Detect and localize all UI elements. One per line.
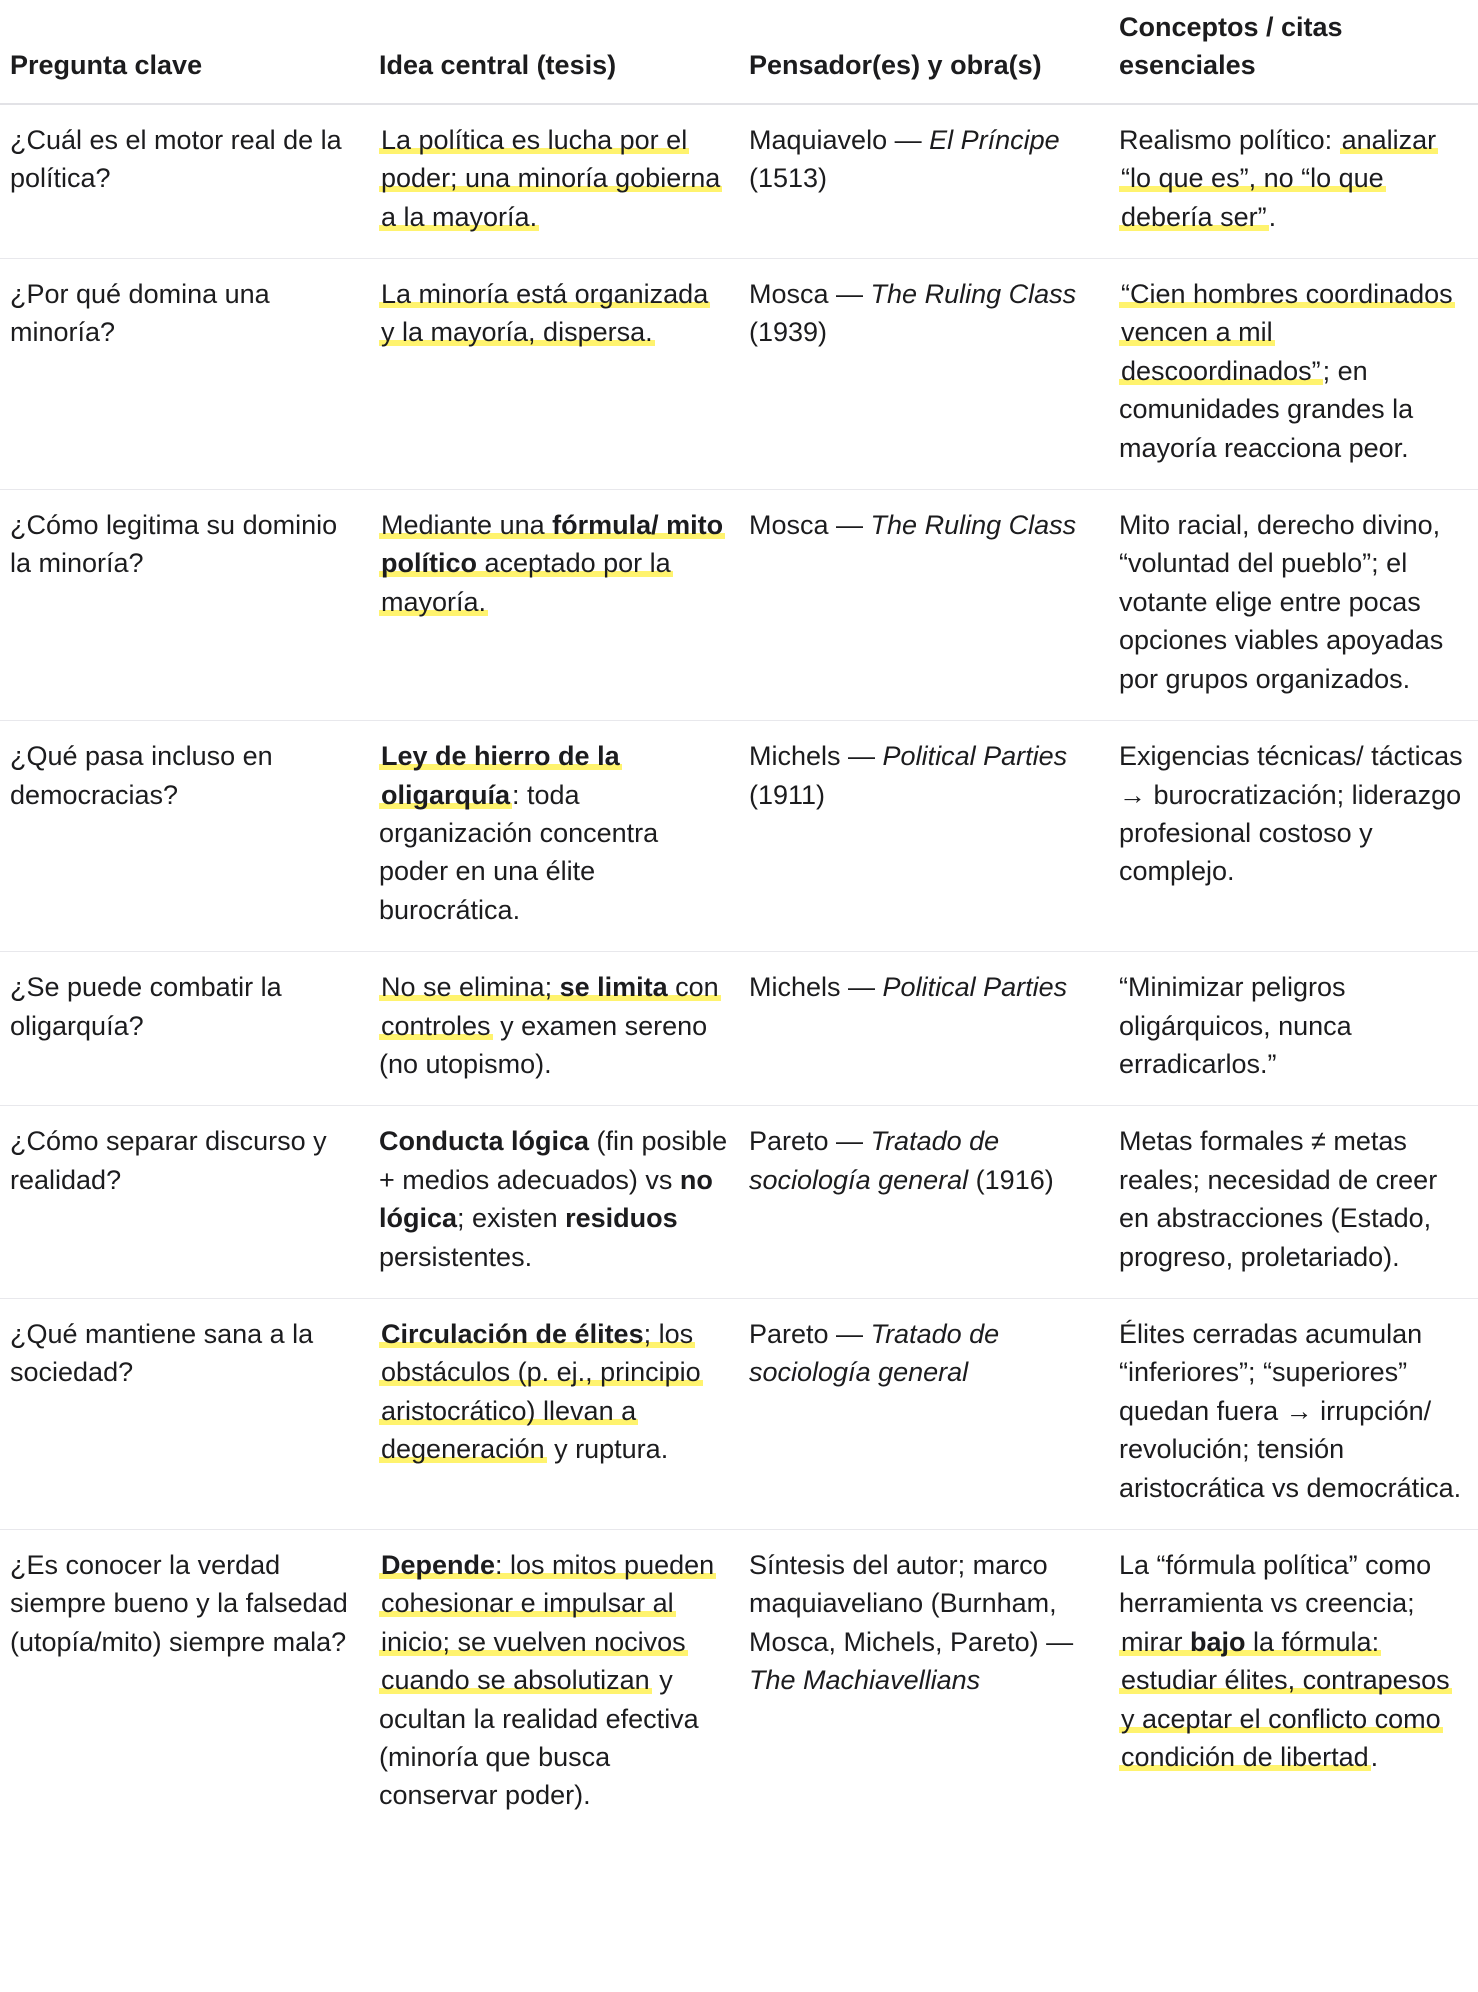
work-title: Tratado de sociología general <box>749 1126 1000 1195</box>
table-row <box>0 1530 1478 1855</box>
year: (1916) <box>975 1164 1054 1195</box>
concepts-cell <box>1109 259 1478 490</box>
thesis-cell <box>369 104 739 259</box>
text: y examen sereno (no utopismo). <box>379 1010 708 1079</box>
year: (1939) <box>749 317 828 348</box>
thesis-cell <box>369 259 739 490</box>
bold-term: Depende <box>381 1550 496 1580</box>
text: aceptado por la mayoría. <box>381 548 671 617</box>
table-row <box>0 259 1478 490</box>
text: persistentes. <box>379 1241 533 1272</box>
thinker-cell <box>739 490 1109 721</box>
concepts-cell: Exigencias técnicas/ tácticas → burocratización; liderazgo profesional costoso y complejo. <box>1109 721 1478 952</box>
concepts-cell <box>1109 1530 1478 1855</box>
thinker-cell <box>739 721 1109 952</box>
text: ; existen <box>457 1203 566 1234</box>
work-title: The Ruling Class <box>870 510 1077 541</box>
question-cell: ¿Cuál es el motor real de la política? <box>0 104 369 259</box>
thinker-cell <box>739 1106 1109 1299</box>
header-row <box>0 0 1478 104</box>
thesis-cell <box>369 952 739 1106</box>
table-row <box>0 952 1478 1106</box>
bold-term: residuos <box>565 1203 678 1234</box>
text: y ocultan la realidad efectiva (minoría que busca conservar poder). <box>379 1665 699 1811</box>
thinker-cell <box>739 952 1109 1106</box>
concepts-cell <box>1109 104 1478 259</box>
work-title: The Machiavellians <box>749 1665 981 1696</box>
header-thesis: Idea central (tesis) <box>369 0 739 104</box>
text: . <box>1268 201 1277 232</box>
question-cell: ¿Por qué domina una minoría? <box>0 259 369 490</box>
bold-term: Circulación de élites <box>381 1318 644 1349</box>
header-concepts: Conceptos / citas esenciales <box>1109 0 1478 104</box>
year: (1911) <box>749 779 826 810</box>
table-row <box>0 1106 1478 1299</box>
text: Mediante una <box>381 510 553 541</box>
thesis-cell <box>369 721 739 952</box>
table-row <box>0 721 1478 952</box>
question-cell: ¿Se puede combatir la oligarquía? <box>0 952 369 1106</box>
question-cell: ¿Qué pasa incluso en democracias? <box>0 721 369 952</box>
question-cell: ¿Es conocer la verdad siempre bueno y la falsedad (utopía/mito) siempre mala? <box>10 1550 348 1657</box>
text: . <box>1370 1742 1379 1773</box>
bold-term: Conducta lógica <box>379 1126 590 1157</box>
text: ; los obstáculos (p. ej., principio aristocrático) llevan a degeneración <box>381 1318 701 1465</box>
table-row <box>0 104 1478 259</box>
thesis-cell <box>369 1530 739 1855</box>
author: Maquiavelo — <box>749 124 922 155</box>
highlight: Ley de hierro de la oligarquía <box>381 741 620 810</box>
author: Pareto — <box>749 1318 864 1349</box>
thinker-cell <box>739 104 1109 259</box>
author: Síntesis del autor; marco maquiaveliano (Burnham, Mosca, Michels, Pareto) — <box>749 1550 1074 1657</box>
highlight: “Cien hombres coordinados vencen a mil descoordinados” <box>1121 279 1453 386</box>
highlight <box>1119 1627 1452 1772</box>
header-question: Pregunta clave <box>0 0 369 104</box>
work-title: The Ruling Class <box>870 279 1077 310</box>
highlight <box>379 510 725 617</box>
thinker-cell <box>739 1530 1109 1855</box>
thinker-cell <box>739 259 1109 490</box>
text: : los mitos pueden cohesionar e impulsar al inicio; se vuelven nocivos cuando se absolutizan <box>381 1550 715 1696</box>
thesis-cell <box>369 1298 739 1529</box>
text: la fórmula: estudiar élites, contrapesos y aceptar el conflicto como condición de libertad <box>1121 1626 1450 1773</box>
thesis-cell <box>369 490 739 721</box>
concepts-cell: Élites cerradas acumulan “inferiores”; “superiores” quedan fuera → irrupción/ revolución; tensión aristocrática vs democrática. <box>1109 1298 1478 1529</box>
thinker-cell <box>739 1298 1109 1529</box>
bold-term: se limita <box>559 972 668 1003</box>
text: y ruptura. <box>546 1434 669 1465</box>
author: Pareto — <box>749 1126 864 1157</box>
table-row <box>0 1298 1478 1529</box>
concepts-cell: “Minimizar peligros oligárquicos, nunca erradicarlos.” <box>1109 952 1478 1106</box>
author: Michels — <box>749 972 876 1003</box>
work-title: Political Parties <box>882 741 1068 772</box>
text: con controles <box>381 972 719 1041</box>
table-row <box>0 490 1478 721</box>
text: : toda organización concentra poder en una élite burocrática. <box>379 779 659 925</box>
text: (fin posible + medios adecuados) vs <box>379 1126 728 1195</box>
author: Mosca — <box>749 279 864 310</box>
header-thinkers: Pensador(es) y obra(s) <box>739 0 1109 104</box>
concepts-cell: Mito racial, derecho divino, “voluntad del pueblo”; el votante elige entre pocas opciones viables apoyadas por grupos organizados. <box>1109 490 1478 721</box>
question-cell: ¿Cómo legitima su dominio la minoría? <box>0 490 369 721</box>
text: No se elimina; <box>381 972 560 1003</box>
question-cell: ¿Cómo separar discurso y realidad? <box>0 1106 369 1299</box>
text: Realismo político: <box>1119 124 1333 155</box>
thesis-cell <box>369 1106 739 1299</box>
bold-term: bajo <box>1190 1626 1246 1657</box>
concepts-cell: Metas formales ≠ metas reales; necesidad de creer en abstracciones (Estado, progreso, proletariado). <box>1109 1106 1478 1299</box>
highlight: La política es lucha por el poder; una minoría gobierna a la mayoría. <box>381 124 721 232</box>
work-title: Tratado de sociología general <box>749 1318 1000 1388</box>
bold-term: fórmula/ mito político <box>381 510 724 579</box>
text: La “fórmula política” como herramienta vs creencia; <box>1119 1550 1432 1619</box>
author: Mosca — <box>749 510 864 541</box>
author: Michels — <box>749 741 876 772</box>
bold-term: no lógica <box>379 1164 713 1234</box>
work-title: Political Parties <box>882 972 1068 1003</box>
text: mirar <box>1121 1626 1190 1657</box>
highlight: analizar “lo que es”, no “lo que debería ser” <box>1121 124 1437 232</box>
text: ; en comunidades grandes la mayoría reacciona peor. <box>1119 355 1414 463</box>
year: (1513) <box>749 163 828 194</box>
work-title: El Príncipe <box>929 124 1060 155</box>
question-cell: ¿Qué mantiene sana a la sociedad? <box>0 1298 369 1529</box>
highlight: La minoría está organizada y la mayoría, dispersa. <box>381 279 709 348</box>
